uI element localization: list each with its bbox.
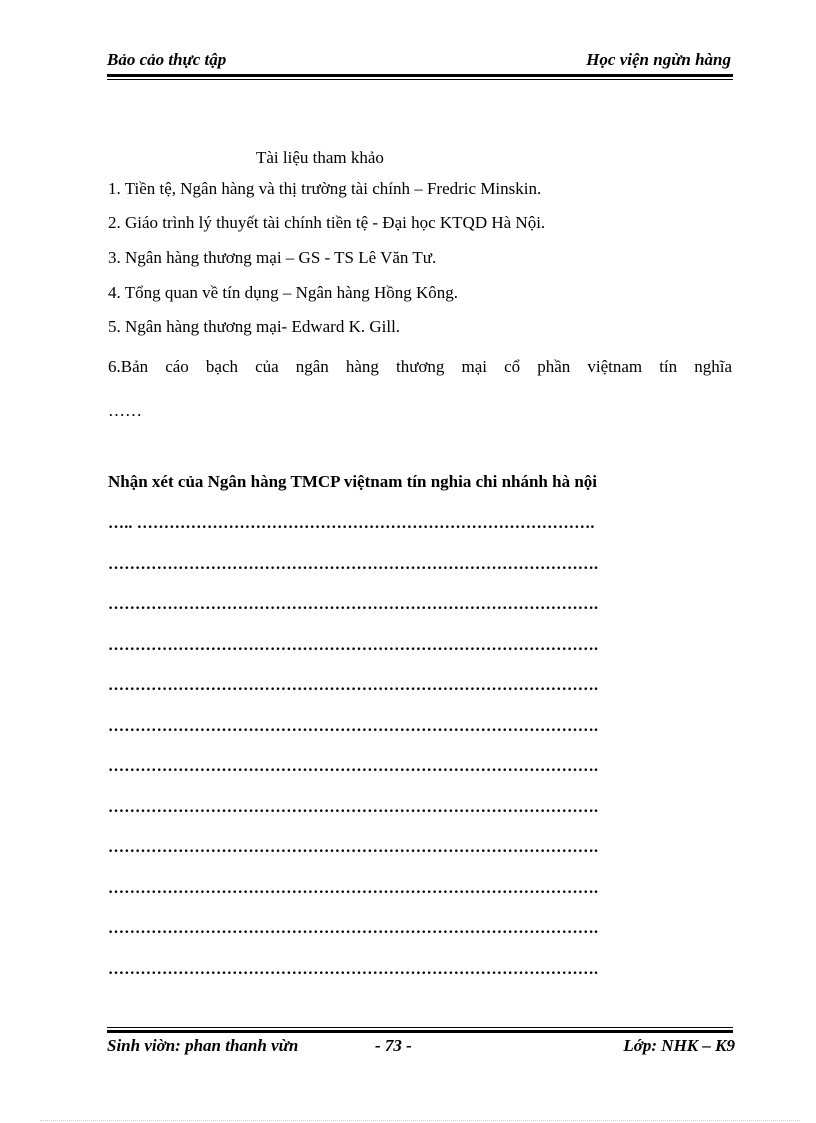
footer-rule-thick [107, 1030, 733, 1033]
header-rule-thick [107, 74, 733, 77]
remark-heading: Nhận xét của Ngân hàng TMCP việtnam tín nghia chi nhánh hà nội [108, 472, 598, 491]
dotted-line: ………………………………………………………………………………. [108, 880, 599, 897]
reference-3: 3. Ngân hàng thương mại – GS - TS Lê Văn Tư. [108, 248, 437, 267]
footer-student: Sinh viờn: phan thanh vừn [107, 1036, 299, 1055]
dotted-line: ………………………………………………………………………………. [108, 637, 599, 654]
header-rule-thin [107, 79, 733, 80]
page-footer [107, 1036, 735, 1060]
references-title: Tài liệu tham khảo [256, 148, 384, 167]
footer-rule-thin [107, 1027, 733, 1028]
dotted-line: ………………………………………………………………………………. [108, 799, 599, 816]
reference-1: 1. Tiền tệ, Ngân hàng và thị trường tài chính – Fredric Minskin. [108, 179, 542, 198]
reference-6: 6.Bản cáo bạch của ngân hàng thương mại cổ phần việtnam tín nghĩa [108, 357, 732, 376]
dotted-line: ………………………………………………………………………………. [108, 920, 599, 937]
reference-6-ellipsis: …… [108, 401, 142, 420]
page-header [107, 50, 735, 74]
page-bottom-border [40, 1120, 800, 1121]
dotted-line: ………………………………………………………………………………. [108, 718, 599, 735]
dotted-line: ………………………………………………………………………………. [108, 556, 599, 573]
dotted-line: ………………………………………………………………………………. [108, 596, 599, 613]
page-number: - 73 - [375, 1036, 412, 1055]
reference-4: 4. Tổng quan về tín dụng – Ngân hàng Hồng Kông. [108, 283, 459, 302]
footer-class: Lớp: NHK – K9 [623, 1036, 735, 1055]
reference-2: 2. Giáo trình lý thuyết tài chính tiền tệ - Đại học KTQD Hà Nội. [108, 213, 546, 232]
dotted-line: ………………………………………………………………………………. [108, 961, 599, 978]
reference-5: 5. Ngân hàng thương mại- Edward K. Gill. [108, 317, 401, 336]
header-report-title: Bảo cảo thực tập [107, 50, 227, 69]
dotted-line: ………………………………………………………………………………. [108, 677, 599, 694]
dotted-line: ….. …………………………………………………………………………. [108, 515, 595, 532]
dotted-line: ………………………………………………………………………………. [108, 758, 599, 775]
dotted-line: ………………………………………………………………………………. [108, 839, 599, 856]
header-institution: Học viện ngừn hàng [586, 50, 731, 69]
